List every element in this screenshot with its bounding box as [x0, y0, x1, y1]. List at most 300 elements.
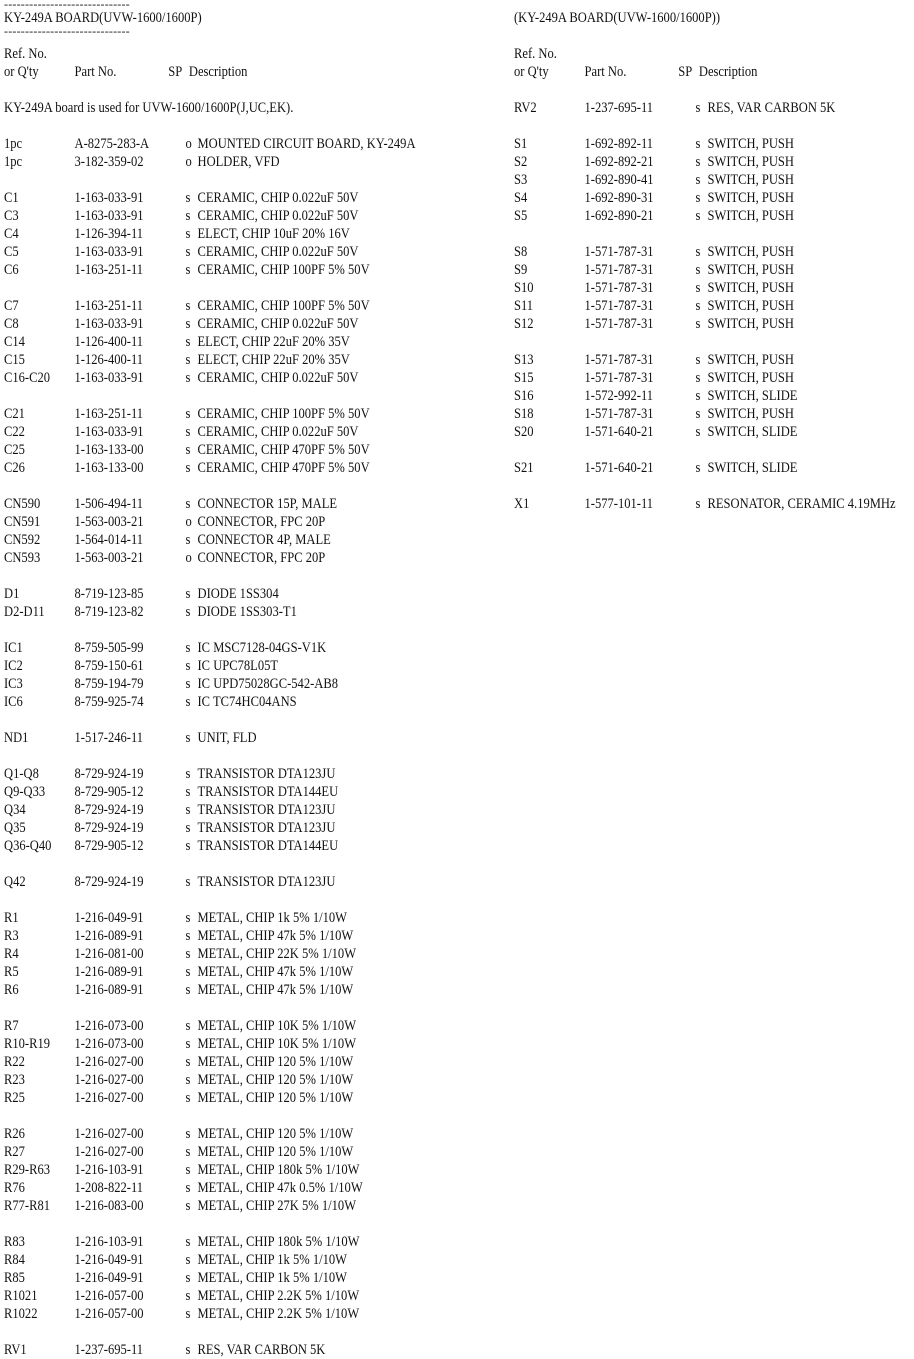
- ref-no: D2-D11: [4, 604, 45, 620]
- description: METAL, CHIP 120 5% 1/10W: [197, 1072, 354, 1088]
- sp-code: s: [185, 334, 191, 350]
- sp-code: s: [695, 208, 701, 224]
- sp-code: s: [695, 424, 701, 440]
- part-no: 1-517-246-11: [74, 730, 144, 746]
- part-no: A-8275-283-A: [74, 136, 150, 152]
- parts-group: [4, 729, 474, 747]
- part-no: 1-163-133-00: [74, 460, 144, 476]
- part-no: 1-216-027-00: [74, 1126, 144, 1142]
- parts-row: [4, 1233, 408, 1251]
- part-no: 1-571-640-21: [584, 460, 654, 476]
- part-no: 1-163-251-11: [74, 406, 144, 422]
- part-no: 1-237-695-11: [584, 100, 654, 116]
- part-no: 1-216-089-91: [74, 964, 144, 980]
- sp-code: s: [185, 586, 191, 602]
- ref-no: S5: [514, 208, 528, 224]
- ref-no: Q9-Q33: [4, 784, 46, 800]
- description: METAL, CHIP 2.2K 5% 1/10W: [197, 1288, 360, 1304]
- part-no: 8-729-905-12: [74, 784, 144, 800]
- parts-row: [4, 819, 408, 837]
- header-part-no-label: Part No.: [74, 64, 117, 80]
- header-description-label: Description: [698, 64, 758, 80]
- description: SWITCH, PUSH: [707, 406, 794, 422]
- parts-row: [514, 279, 858, 297]
- description: CERAMIC, CHIP 0.022uF 50V: [197, 190, 359, 206]
- sp-code: s: [185, 820, 191, 836]
- description: IC TC74HC04ANS: [197, 694, 297, 710]
- parts-row: [4, 765, 408, 783]
- parts-row: [4, 441, 408, 459]
- part-no: 1-571-787-31: [584, 298, 654, 314]
- part-no: 8-759-194-79: [74, 676, 144, 692]
- part-no: 1-216-049-91: [74, 1270, 144, 1286]
- description: SWITCH, PUSH: [707, 280, 794, 296]
- ref-no: S21: [514, 460, 534, 476]
- parts-row: [514, 405, 858, 423]
- parts-row: [4, 909, 408, 927]
- description: SWITCH, PUSH: [707, 262, 794, 278]
- ref-no: C8: [4, 316, 19, 332]
- ref-no: Q1-Q8: [4, 766, 39, 782]
- parts-row: [514, 99, 858, 117]
- description: SWITCH, PUSH: [707, 190, 794, 206]
- ref-no: R5: [4, 964, 19, 980]
- header-row-1: [514, 45, 858, 63]
- description: SWITCH, SLIDE: [707, 388, 798, 404]
- part-no: 1-571-787-31: [584, 352, 654, 368]
- parts-row: [4, 315, 408, 333]
- ref-no: CN593: [4, 550, 41, 566]
- sp-code: s: [185, 604, 191, 620]
- description: RES, VAR CARBON 5K: [707, 100, 836, 116]
- ref-no: R4: [4, 946, 19, 962]
- parts-row: [514, 189, 858, 207]
- title-rule-top: ------------------------------: [4, 0, 130, 9]
- part-no: 1-216-057-00: [74, 1288, 144, 1304]
- ref-no: R76: [4, 1180, 25, 1196]
- description: METAL, CHIP 120 5% 1/10W: [197, 1144, 354, 1160]
- description: METAL, CHIP 120 5% 1/10W: [197, 1126, 354, 1142]
- description: METAL, CHIP 120 5% 1/10W: [197, 1054, 354, 1070]
- parts-row: [4, 1179, 408, 1197]
- title-rule-bottom: ------------------------------: [4, 27, 130, 36]
- ref-no: IC2: [4, 658, 23, 674]
- part-no: 1-163-251-11: [74, 298, 144, 314]
- parts-row: [514, 387, 858, 405]
- sp-code: s: [695, 496, 701, 512]
- part-no: 1-216-049-91: [74, 1252, 144, 1268]
- description: IC MSC7128-04GS-V1K: [197, 640, 327, 656]
- sp-code: s: [695, 172, 701, 188]
- part-no: 1-571-787-31: [584, 280, 654, 296]
- ref-no: Q34: [4, 802, 26, 818]
- ref-no: S18: [514, 406, 534, 422]
- part-no: 1-216-103-91: [74, 1162, 144, 1178]
- parts-row: [4, 1341, 408, 1359]
- sp-code: s: [695, 370, 701, 386]
- sp-code: s: [695, 460, 701, 476]
- sp-code: s: [185, 298, 191, 314]
- parts-row: [4, 1251, 408, 1269]
- parts-group: [4, 1233, 474, 1323]
- parts-group: [514, 135, 914, 225]
- parts-row: [4, 1287, 408, 1305]
- header-ref-label: Ref. No.: [4, 46, 47, 62]
- sp-code: s: [185, 928, 191, 944]
- ref-no: C6: [4, 262, 19, 278]
- parts-group: [514, 459, 914, 477]
- description: METAL, CHIP 1k 5% 1/10W: [197, 1252, 347, 1268]
- ref-no: R7: [4, 1018, 19, 1034]
- sp-code: s: [185, 262, 191, 278]
- parts-row: [4, 297, 408, 315]
- ref-no: S8: [514, 244, 528, 260]
- parts-row: [514, 369, 858, 387]
- part-no: 1-571-787-31: [584, 262, 654, 278]
- part-no: 1-126-400-11: [74, 352, 144, 368]
- header-sp-label: SP: [678, 64, 693, 80]
- right-column: [514, 0, 914, 513]
- description: ELECT, CHIP 22uF 20% 35V: [197, 334, 350, 350]
- part-no: 8-759-505-99: [74, 640, 144, 656]
- description: CONNECTOR, FPC 20P: [197, 514, 326, 530]
- parts-row: [4, 801, 408, 819]
- board-usage-note: KY-249A board is used for UVW-1600/1600P(J,UC,EK).: [4, 100, 294, 116]
- ref-no: C7: [4, 298, 19, 314]
- part-no: 1-692-892-11: [584, 136, 654, 152]
- description: METAL, CHIP 2.2K 5% 1/10W: [197, 1306, 360, 1322]
- description: SWITCH, PUSH: [707, 244, 794, 260]
- ref-no: 1pc: [4, 136, 23, 152]
- parts-row: [4, 405, 408, 423]
- description: METAL, CHIP 1k 5% 1/10W: [197, 1270, 347, 1286]
- parts-group: [4, 1125, 474, 1215]
- ref-no: CN590: [4, 496, 41, 512]
- ref-no: R25: [4, 1090, 25, 1106]
- ref-no: R1: [4, 910, 19, 926]
- part-no: 1-692-890-41: [584, 172, 654, 188]
- ref-no: D1: [4, 586, 20, 602]
- sp-code: s: [185, 532, 191, 548]
- parts-group: [4, 873, 474, 891]
- sp-code: s: [185, 676, 191, 692]
- sp-code: s: [185, 1162, 191, 1178]
- sp-code: s: [185, 1198, 191, 1214]
- description: CERAMIC, CHIP 0.022uF 50V: [197, 244, 359, 260]
- sp-code: s: [695, 136, 701, 152]
- description: CERAMIC, CHIP 100PF 5% 50V: [197, 406, 370, 422]
- sp-code: s: [185, 1252, 191, 1268]
- ref-no: R1022: [4, 1306, 38, 1322]
- part-no: 1-577-101-11: [584, 496, 654, 512]
- parts-row: [4, 459, 408, 477]
- sp-code: o: [185, 154, 192, 170]
- part-no: 1-216-073-00: [74, 1018, 144, 1034]
- description: SWITCH, PUSH: [707, 208, 794, 224]
- sp-code: s: [185, 1180, 191, 1196]
- description: SWITCH, PUSH: [707, 370, 794, 386]
- parts-group: [514, 99, 914, 117]
- description: CERAMIC, CHIP 0.022uF 50V: [197, 208, 359, 224]
- description: SWITCH, SLIDE: [707, 424, 798, 440]
- description: CERAMIC, CHIP 100PF 5% 50V: [197, 298, 370, 314]
- part-no: 1-216-073-00: [74, 1036, 144, 1052]
- description: ELECT, CHIP 10uF 20% 16V: [197, 226, 350, 242]
- part-no: 1-163-033-91: [74, 316, 144, 332]
- part-no: 8-759-925-74: [74, 694, 144, 710]
- parts-row: [4, 549, 408, 567]
- parts-row: [4, 243, 408, 261]
- sp-code: s: [185, 802, 191, 818]
- part-no: 1-564-014-11: [74, 532, 144, 548]
- part-no: 1-571-787-31: [584, 406, 654, 422]
- ref-no: ND1: [4, 730, 29, 746]
- description: DIODE 1SS304: [197, 586, 279, 602]
- sp-code: s: [185, 658, 191, 674]
- ref-no: C22: [4, 424, 25, 440]
- board-title: KY-249A BOARD(UVW-1600/1600P): [4, 10, 202, 26]
- parts-row: [4, 1269, 408, 1287]
- part-no: 1-237-695-11: [74, 1342, 144, 1358]
- sp-code: s: [695, 406, 701, 422]
- description: METAL, CHIP 10K 5% 1/10W: [197, 1018, 357, 1034]
- part-no: 1-563-003-21: [74, 550, 144, 566]
- part-no: 1-563-003-21: [74, 514, 144, 530]
- description: METAL, CHIP 47k 5% 1/10W: [197, 964, 354, 980]
- ref-no: C16-C20: [4, 370, 51, 386]
- header-sp-label: SP: [168, 64, 183, 80]
- sp-code: s: [185, 352, 191, 368]
- part-no: 1-163-033-91: [74, 244, 144, 260]
- parts-row: [4, 1053, 408, 1071]
- description: METAL, CHIP 47k 5% 1/10W: [197, 928, 354, 944]
- ref-no: IC1: [4, 640, 23, 656]
- part-no: 8-729-924-19: [74, 820, 144, 836]
- part-no: 1-692-890-21: [584, 208, 654, 224]
- sp-code: s: [185, 1090, 191, 1106]
- part-no: 3-182-359-02: [74, 154, 144, 170]
- parts-row: [4, 1143, 408, 1161]
- sp-code: s: [185, 1144, 191, 1160]
- description: TRANSISTOR DTA123JU: [197, 802, 336, 818]
- description: CERAMIC, CHIP 100PF 5% 50V: [197, 262, 370, 278]
- description: TRANSISTOR DTA123JU: [197, 874, 336, 890]
- parts-row: [4, 639, 408, 657]
- part-no: 1-572-992-11: [584, 388, 654, 404]
- header-description-label: Description: [188, 64, 248, 80]
- description: CONNECTOR 15P, MALE: [197, 496, 338, 512]
- sp-code: s: [185, 784, 191, 800]
- part-no: 1-126-394-11: [74, 226, 144, 242]
- sp-code: s: [695, 388, 701, 404]
- parts-row: [4, 333, 408, 351]
- parts-row: [514, 243, 858, 261]
- part-no: 1-571-640-21: [584, 424, 654, 440]
- sp-code: s: [185, 694, 191, 710]
- part-no: 8-729-905-12: [74, 838, 144, 854]
- parts-row: [4, 207, 408, 225]
- parts-group: [4, 297, 474, 387]
- sp-code: s: [185, 1288, 191, 1304]
- ref-no: R23: [4, 1072, 25, 1088]
- parts-row: [514, 153, 858, 171]
- part-no: 1-163-033-91: [74, 424, 144, 440]
- parts-row: [4, 1071, 408, 1089]
- description: CERAMIC, CHIP 0.022uF 50V: [197, 316, 359, 332]
- description: METAL, CHIP 47k 5% 1/10W: [197, 982, 354, 998]
- parts-group: [4, 1341, 474, 1359]
- ref-no: C15: [4, 352, 25, 368]
- ref-no: S11: [514, 298, 534, 314]
- parts-row: [4, 1089, 408, 1107]
- ref-no: S10: [514, 280, 534, 296]
- part-no: 1-216-027-00: [74, 1090, 144, 1106]
- sp-code: s: [185, 982, 191, 998]
- description: METAL, CHIP 27K 5% 1/10W: [197, 1198, 357, 1214]
- parts-row: [4, 1125, 408, 1143]
- parts-row: [4, 873, 408, 891]
- header-ref-label: Ref. No.: [514, 46, 557, 62]
- ref-no: S13: [514, 352, 534, 368]
- description: METAL, CHIP 120 5% 1/10W: [197, 1090, 354, 1106]
- part-no: 1-216-027-00: [74, 1144, 144, 1160]
- description: CERAMIC, CHIP 470PF 5% 50V: [197, 442, 370, 458]
- part-no: 1-216-089-91: [74, 928, 144, 944]
- part-no: 1-216-057-00: [74, 1306, 144, 1322]
- sp-code: s: [185, 838, 191, 854]
- sp-code: s: [695, 154, 701, 170]
- description: CONNECTOR, FPC 20P: [197, 550, 326, 566]
- ref-no: R29-R63: [4, 1162, 51, 1178]
- parts-row: [4, 513, 408, 531]
- parts-row: [4, 531, 408, 549]
- description: SWITCH, PUSH: [707, 136, 794, 152]
- right-parts-list: [514, 99, 914, 513]
- parts-row: [4, 1305, 408, 1323]
- parts-row: [514, 135, 858, 153]
- part-no: 1-571-787-31: [584, 244, 654, 260]
- parts-row: [514, 261, 858, 279]
- description: CERAMIC, CHIP 0.022uF 50V: [197, 424, 359, 440]
- description: SWITCH, PUSH: [707, 316, 794, 332]
- ref-no: RV1: [4, 1342, 27, 1358]
- ref-no: Q35: [4, 820, 26, 836]
- sp-code: s: [185, 316, 191, 332]
- parts-row: [514, 459, 858, 477]
- ref-no: C5: [4, 244, 19, 260]
- sp-code: s: [185, 460, 191, 476]
- sp-code: s: [185, 1072, 191, 1088]
- part-no: 1-571-787-31: [584, 316, 654, 332]
- ref-no: R22: [4, 1054, 25, 1070]
- ref-no: 1pc: [4, 154, 23, 170]
- parts-row: [4, 945, 408, 963]
- header-row-1: [4, 45, 408, 63]
- sp-code: s: [185, 1126, 191, 1142]
- description: SWITCH, PUSH: [707, 298, 794, 314]
- sp-code: s: [185, 910, 191, 926]
- parts-group: [514, 495, 914, 513]
- ref-no: R6: [4, 982, 19, 998]
- description: METAL, CHIP 22K 5% 1/10W: [197, 946, 357, 962]
- sp-code: s: [695, 316, 701, 332]
- parts-row: [4, 603, 408, 621]
- description: CERAMIC, CHIP 470PF 5% 50V: [197, 460, 370, 476]
- ref-no: S9: [514, 262, 528, 278]
- ref-no: R1021: [4, 1288, 38, 1304]
- part-no: 1-163-033-91: [74, 208, 144, 224]
- sp-code: s: [185, 244, 191, 260]
- parts-row: [4, 423, 408, 441]
- parts-group: [4, 639, 474, 711]
- sp-code: s: [185, 964, 191, 980]
- description: METAL, CHIP 180k 5% 1/10W: [197, 1162, 360, 1178]
- sp-code: s: [185, 370, 191, 386]
- ref-no: C14: [4, 334, 25, 350]
- parts-row: [4, 351, 408, 369]
- sp-code: s: [695, 262, 701, 278]
- ref-no: R85: [4, 1270, 25, 1286]
- ref-no: IC6: [4, 694, 23, 710]
- part-no: 1-163-033-91: [74, 370, 144, 386]
- sp-code: s: [695, 298, 701, 314]
- parts-row: [4, 675, 408, 693]
- parts-row: [4, 153, 408, 171]
- parts-row: [514, 297, 858, 315]
- parts-group: [4, 585, 474, 621]
- description: CERAMIC, CHIP 0.022uF 50V: [197, 370, 359, 386]
- board-title-continued: (KY-249A BOARD(UVW-1600/1600P)): [514, 10, 721, 26]
- parts-row: [4, 495, 408, 513]
- description: RES, VAR CARBON 5K: [197, 1342, 326, 1358]
- sp-code: s: [185, 190, 191, 206]
- ref-no: C1: [4, 190, 19, 206]
- description: TRANSISTOR DTA144EU: [197, 838, 339, 854]
- description: IC UPC78L05T: [197, 658, 279, 674]
- part-no: 1-692-892-21: [584, 154, 654, 170]
- parts-row: [4, 1035, 408, 1053]
- description: IC UPD75028GC-542-AB8: [197, 676, 339, 692]
- sp-code: s: [185, 1036, 191, 1052]
- ref-no: Q36-Q40: [4, 838, 52, 854]
- parts-group: [4, 765, 474, 855]
- header-qty-label: or Q'ty: [4, 64, 39, 80]
- sp-code: s: [185, 406, 191, 422]
- sp-code: s: [695, 100, 701, 116]
- part-no: 1-216-083-00: [74, 1198, 144, 1214]
- sp-code: s: [185, 1018, 191, 1034]
- parts-group: [514, 243, 914, 333]
- part-no: 1-216-103-91: [74, 1234, 144, 1250]
- sp-code: s: [185, 496, 191, 512]
- sp-code: s: [695, 190, 701, 206]
- parts-row: [4, 225, 408, 243]
- sp-code: s: [185, 1270, 191, 1286]
- sp-code: s: [185, 730, 191, 746]
- parts-group: [4, 1017, 474, 1107]
- parts-row: [4, 657, 408, 675]
- ref-no: S16: [514, 388, 534, 404]
- ref-no: C25: [4, 442, 25, 458]
- description: SWITCH, SLIDE: [707, 460, 798, 476]
- parts-row: [4, 261, 408, 279]
- part-no: 8-759-150-61: [74, 658, 144, 674]
- parts-row: [4, 585, 408, 603]
- ref-no: X1: [514, 496, 530, 512]
- description: METAL, CHIP 1k 5% 1/10W: [197, 910, 347, 926]
- description: DIODE 1SS303-T1: [197, 604, 297, 620]
- parts-row: [4, 837, 408, 855]
